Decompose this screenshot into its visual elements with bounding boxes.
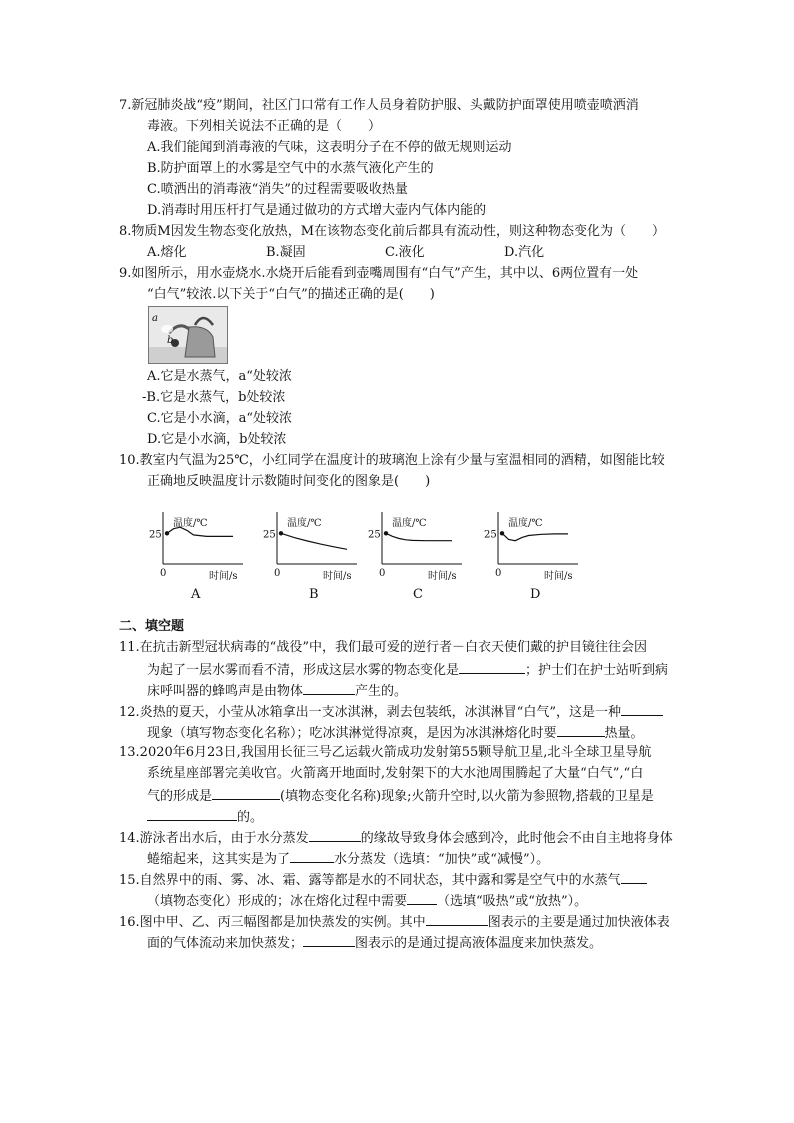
q15-line1 (119, 869, 647, 890)
origin-label: 0 (495, 568, 502, 579)
q11-line2-text-b: ；护士们在护士站听到病 (525, 663, 669, 678)
q14-line1-text-b: 的缘故导致身体会感到冷，此时他会不由自主地将身体 (360, 831, 673, 846)
start-point (500, 531, 504, 535)
q16-line1-text-a: 16.图中甲、乙、丙三幅图都是加快蒸发的实例。其中 (119, 915, 426, 930)
kettle-figure (148, 306, 228, 364)
chart-a-caption: A (191, 587, 201, 602)
q13-line1: 13.2020年6月23日,我国用长征三号乙运载火箭成功发射第55颗导航卫星,北斗全球卫星导航 (119, 745, 652, 760)
origin-label: 0 (379, 568, 386, 579)
q12-line1 (119, 701, 663, 722)
origin-label: 0 (160, 568, 167, 579)
q14-blank-1[interactable] (309, 827, 361, 842)
q9-option-d: D.它是小水滴，b处较浓 (147, 432, 287, 447)
kettle-label-a: a (152, 313, 158, 324)
q15-line2-text-a: （填物态变化）形成的；冰在熔化过程中需要 (147, 894, 408, 909)
q12-line1-text: 12.炎热的夏天，小莹从冰箱拿出一支冰淇淋，剥去包装纸，冰淇淋冒“白气”，这是一种 (119, 705, 621, 720)
q13-line3-text-b: (填物态变化名称)现象;火箭升空时,以火箭为参照物,搭载的卫星是 (280, 789, 654, 804)
q14-line2-text-b: 水分蒸发（选填：“加快”或“减慢”）。 (334, 852, 550, 867)
q7-option-c: C.喷洒出的消毒液“消失”的过程需要吸收热量 (147, 182, 408, 197)
q16-blank-2[interactable] (303, 932, 355, 947)
q13-line2: 系统星座部署完美收官。火箭离开地面时,发射架下的大水池周围腾起了大量“白气”,“白 (147, 766, 644, 781)
q12-blank-1[interactable] (621, 701, 663, 716)
q13-line3-text-a: 气的形成是 (147, 789, 213, 804)
q15-line1-text: 15.自然界中的雨、雾、冰、霜、露等都是水的不同状态，其中露和雾是空气中的水蒸气 (119, 873, 621, 888)
q11-line3-text-b: 产生的。 (355, 684, 408, 699)
q11-line2 (147, 659, 668, 680)
start-point (279, 531, 283, 535)
q13-line4 (147, 806, 263, 827)
q7-stem-line2: 毒液。下列相关说法不正确的是（ ） (147, 119, 382, 134)
x-axis-label: 时间/s (323, 571, 352, 582)
q9-option-a: A.它是水蒸气，a“处较浓 (147, 369, 292, 384)
chart-b-caption: B (309, 587, 319, 602)
y-tick-label: 25 (484, 529, 497, 541)
chart-a (149, 508, 249, 586)
q14-line2 (147, 848, 549, 869)
q11-line3 (147, 680, 407, 701)
start-point (165, 531, 169, 535)
q7-option-b: B.防护面罩上的水雾是空气中的水蒸气液化产生的 (147, 161, 434, 176)
origin-label: 0 (274, 568, 281, 579)
y-axis-label: 温度/℃ (392, 518, 427, 529)
q9-stem-line1: 9.如图所示，用水壶烧水.水烧开后能看到壶嘴周围有“白气”产生，其中以、6两位置有一处 (119, 266, 639, 281)
q16-line1 (119, 911, 670, 932)
q14-line2-text-a: 蜷缩起来，这其实是为了 (147, 852, 291, 867)
kettle-label-b: b (167, 335, 174, 346)
y-axis-label: 温度/℃ (173, 518, 208, 529)
q16-blank-1[interactable] (426, 911, 488, 926)
y-tick-label: 25 (149, 529, 162, 541)
q14-blank-2[interactable] (290, 848, 334, 863)
chart-d-svg (484, 508, 584, 586)
q15-blank-1[interactable] (621, 869, 647, 884)
chart-a-svg (149, 508, 249, 586)
q11-line1: 11.在抗击新型冠状病毒的“战役”中，我们最可爱的逆行者－白衣天使们戴的护目镜往往会因 (119, 640, 647, 655)
q16-line2-text-a: 面的气体流动来加快蒸发； (147, 936, 304, 951)
q14-line1-text-a: 14.游泳者出水后，由于水分蒸发 (119, 831, 309, 846)
chart-b-svg (263, 508, 363, 586)
x-axis-label: 时间/s (428, 571, 457, 582)
q14-line1 (119, 827, 673, 848)
q8-option-c: C.液化 (385, 245, 425, 260)
chart-c-svg (368, 508, 468, 586)
chart-d (484, 508, 584, 586)
temperature-curve (502, 533, 568, 540)
section-title: 二、填空题 (119, 619, 185, 634)
q11-line2-text-a: 为起了一层水雾而看不清，形成这层水雾的物态变化是 (147, 663, 460, 678)
q13-blank-2[interactable] (147, 806, 237, 821)
q9-option-b: -B.它是水蒸气，b处较浓 (142, 390, 286, 405)
q15-line2 (147, 890, 587, 911)
y-axis-label: 温度/℃ (508, 518, 543, 529)
q9-stem-line2: “白气”较浓.以下关于“白气”的描述正确的是( ) (147, 287, 435, 302)
q8-option-d: D.汽化 (504, 245, 545, 260)
y-axis-label: 温度/℃ (287, 518, 322, 529)
q7-option-d: D.消毒时用压杆打气是通过做功的方式增大壶内气体内能的 (147, 203, 487, 218)
q8-stem: 8.物质M因发生物态变化放热，M在该物态变化前后都具有流动性，则这种物态变化为（ ） (119, 224, 666, 239)
q13-line3 (147, 785, 654, 806)
chart-c (368, 508, 468, 586)
q12-blank-2[interactable] (557, 722, 605, 737)
x-axis-label: 时间/s (544, 571, 573, 582)
temperature-curve (281, 533, 347, 549)
y-tick-label: 25 (368, 529, 381, 541)
q13-blank-1[interactable] (212, 785, 280, 800)
q12-line2 (147, 722, 644, 743)
q13-line4-text: 的。 (237, 810, 264, 825)
q15-line2-text-b: （选填“吸热”或“放热”）。 (437, 894, 588, 909)
chart-d-caption: D (530, 587, 541, 602)
q7-option-a: A.我们能闻到消毒液的气味，这表明分子在不停的做无规则运动 (147, 140, 512, 155)
chart-c-caption: C (413, 587, 423, 602)
y-tick-label: 25 (263, 529, 276, 541)
q12-line2-text-b: 热量。 (604, 726, 644, 741)
start-point (384, 531, 388, 535)
temperature-curve (386, 533, 452, 540)
q7-stem-line1: 7.新冠肺炎战“疫”期间，社区门口常有工作人员身着防护服、头戴防护面罩使用喷壶喷洒消 (119, 98, 639, 113)
q8-option-b: B.凝固 (266, 245, 306, 260)
x-axis-label: 时间/s (209, 571, 238, 582)
chart-b (263, 508, 363, 586)
q8-option-a: A.熔化 (147, 245, 187, 260)
q10-stem-line2: 正确地反映温度计示数随时间变化的图象是( ) (147, 474, 431, 489)
q10-stem-line1: 10.教室内气温为25℃，小红同学在温度计的玻璃泡上涂有少量与室温相同的酒精，如图能比较 (119, 453, 665, 468)
q11-blank-1[interactable] (459, 659, 525, 674)
q11-line3-text-a: 床呼叫器的蜂鸣声是由物体 (147, 684, 304, 699)
q16-line2-text-b: 图表示的是通过提高液体温度来加快蒸发。 (355, 936, 603, 951)
q15-blank-2[interactable] (407, 890, 437, 905)
q12-line2-text-a: 现象（填写物态变化名称）；吃冰淇淋觉得凉爽，是因为冰淇淋熔化时要 (147, 726, 557, 741)
q11-blank-2[interactable] (303, 680, 355, 695)
q9-option-c: C.它是小水滴，a“处较浓 (147, 411, 293, 426)
q16-line2 (147, 932, 602, 953)
q16-line1-text-b: 图表示的主要是通过加快液体表 (487, 915, 670, 930)
